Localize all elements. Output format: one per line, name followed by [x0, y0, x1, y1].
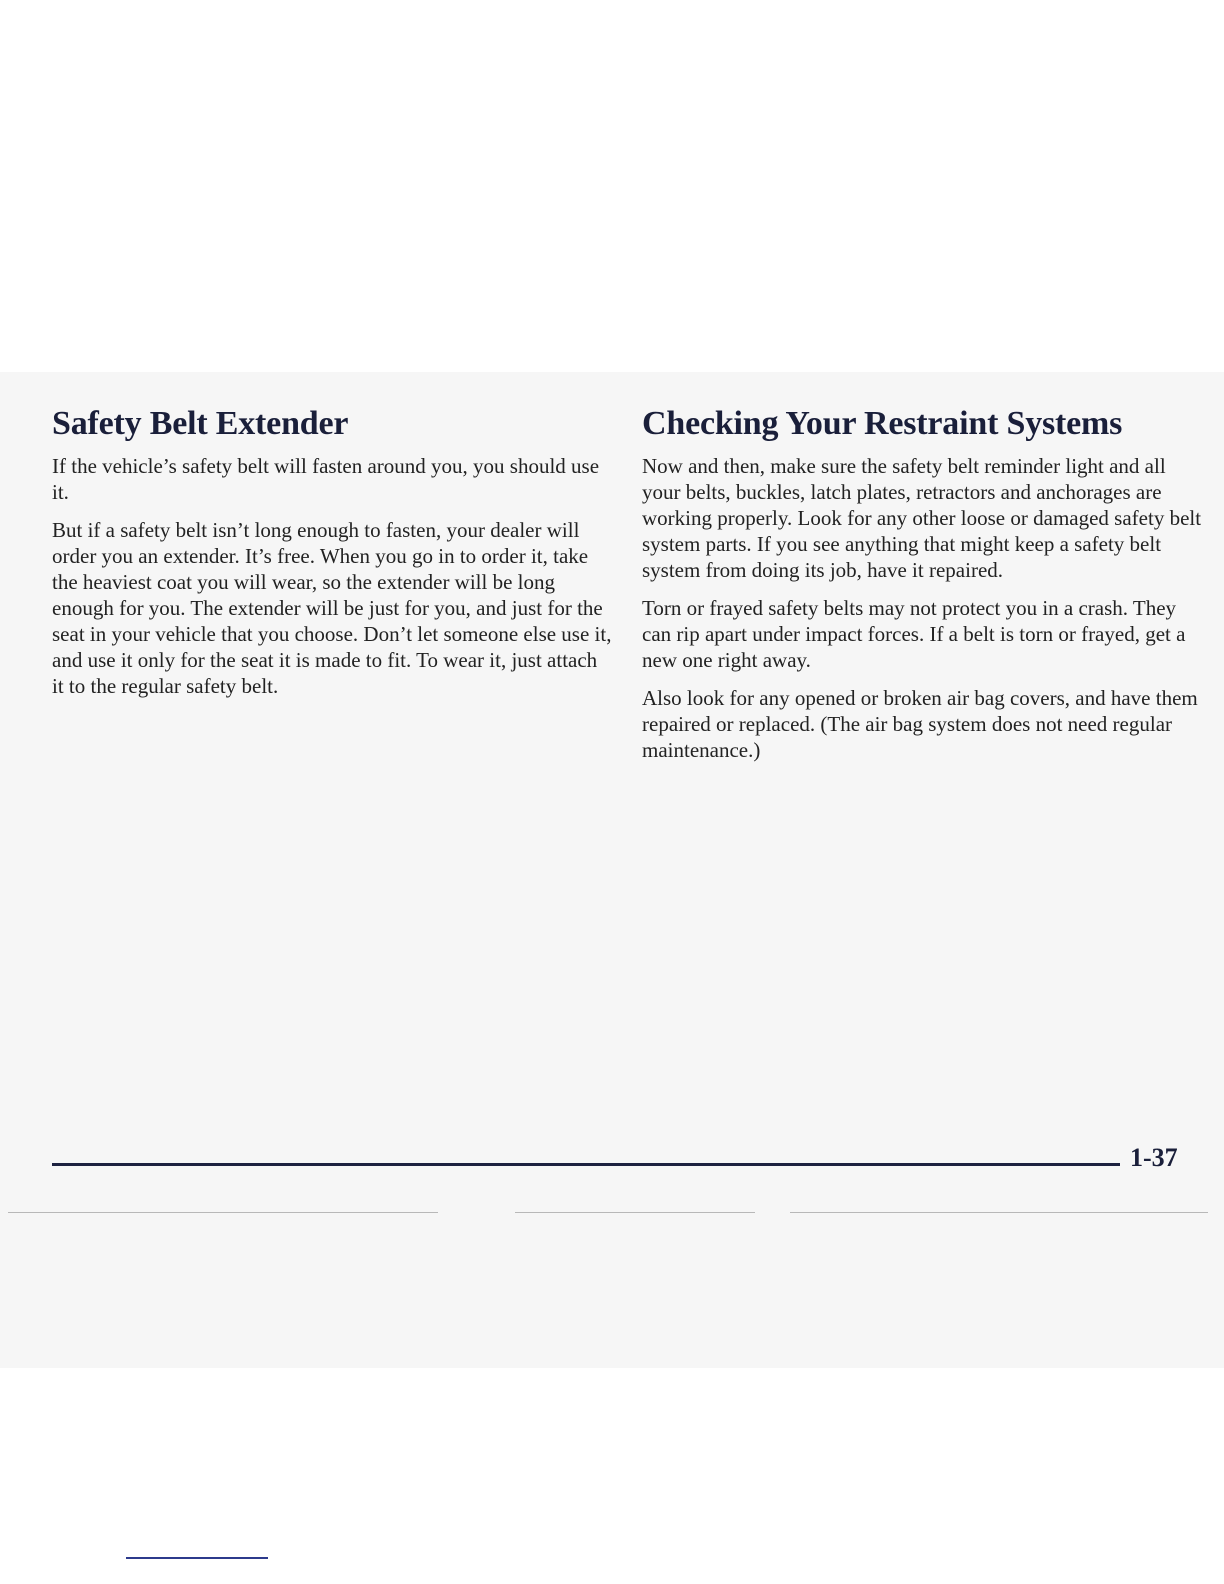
page-number: 1-37	[1130, 1143, 1178, 1172]
section-heading: Safety Belt Extender	[52, 405, 349, 442]
section-heading: Checking Your Restraint Systems	[642, 405, 1123, 442]
footer-rule	[52, 1163, 1120, 1166]
paragraph: If the vehicle’s safety belt will fasten around you, you should use it.	[52, 454, 600, 504]
paragraph: But if a safety belt isn’t long enough to fasten, your dealer will order you an extender. It’s free. When you go in to order it, take the heaviest coat you will wear, so the extender will be long enough for you. The extender will be just for you, and just for the seat in your vehicle that you choose. Don’t let someone else use it, and use it only for the seat it is made to fit. To wear it, just attach it to the regular safety belt.	[52, 518, 612, 698]
bottom-underline-mark	[126, 1557, 268, 1559]
scanned-sheet	[0, 372, 1224, 1368]
section-checking-restraint-systems	[642, 403, 1202, 775]
section-safety-belt-extender	[52, 403, 612, 711]
paragraph: Now and then, make sure the safety belt reminder light and all your belts, buckles, latch plates, retractors and anchorages are working properly. Look for any other loose or damaged safety belt system parts. If you see anything that might keep a safety belt system from doing its job, have it repaired.	[642, 454, 1202, 582]
paragraph: Also look for any opened or broken air bag covers, and have them repaired or replaced. (The air bag system does not need regular maintenance.)	[642, 686, 1198, 762]
paragraph: Torn or frayed safety belts may not protect you in a crash. They can rip apart under impact forces. If a belt is torn or frayed, get a new one right away.	[642, 596, 1186, 672]
scan-artifact-line	[790, 1212, 1208, 1213]
scan-artifact-line	[515, 1212, 755, 1213]
scan-artifact-line	[8, 1212, 438, 1213]
